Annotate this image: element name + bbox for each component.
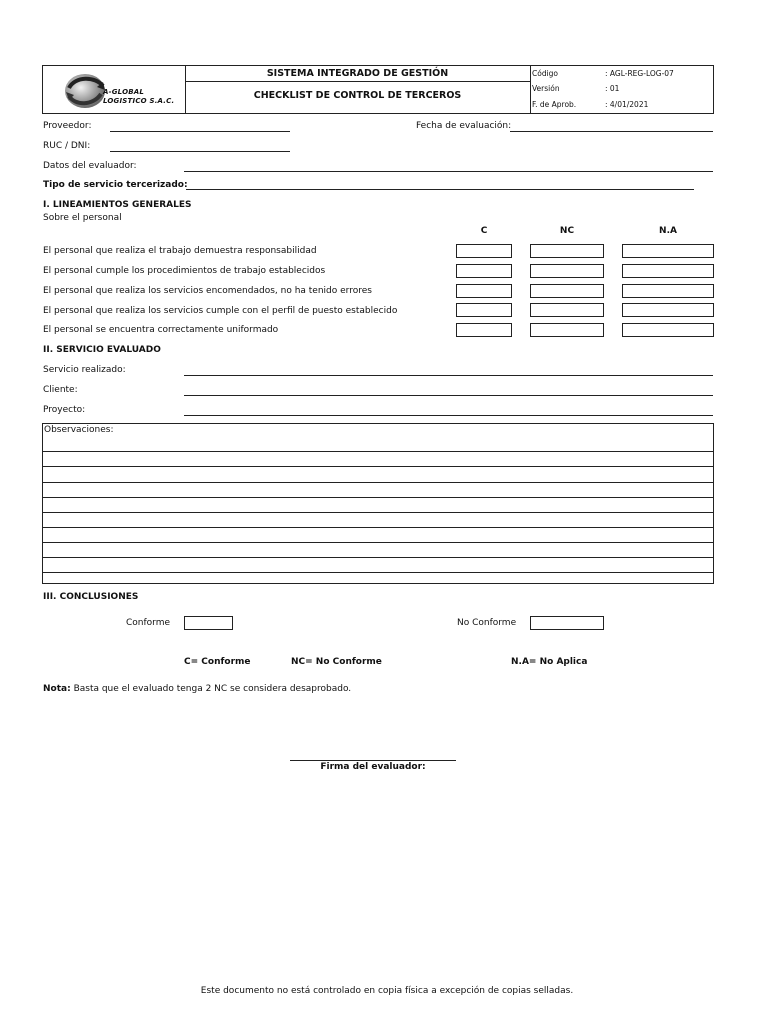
proyecto-label: Proyecto:	[43, 405, 86, 415]
header-table	[42, 65, 714, 114]
proveedor-label: Proveedor:	[43, 121, 92, 131]
nota-text: Basta que el evaluado tenga 2 NC se considera desaprobado.	[70, 684, 352, 694]
signature-line[interactable]	[290, 760, 456, 761]
checkbox-na[interactable]	[622, 284, 714, 298]
checkbox-na[interactable]	[622, 264, 714, 278]
checkbox-c[interactable]	[456, 284, 512, 298]
checkbox-nc[interactable]	[530, 284, 604, 298]
legend-na: N.A= No Aplica	[511, 657, 588, 667]
tipo-servicio-input-line[interactable]	[186, 189, 694, 190]
checkbox-na[interactable]	[622, 244, 714, 258]
section2-title: II. SERVICIO EVALUADO	[43, 345, 161, 355]
cliente-input-line[interactable]	[184, 395, 713, 396]
meta-approval-value: : 4/01/2021	[605, 100, 649, 109]
column-na-header: N.A	[659, 226, 677, 236]
observaciones-row-line	[43, 557, 713, 558]
checklist-item-label: El personal se encuentra correctamente uniformado	[43, 325, 279, 335]
meta-version-value: : 01	[605, 84, 620, 93]
fecha-label: Fecha de evaluación:	[416, 121, 512, 131]
column-nc-header: NC	[559, 226, 575, 236]
servicio-label: Servicio realizado:	[43, 365, 126, 375]
meta-code-label: Código	[532, 69, 559, 78]
observaciones-row-line	[43, 542, 713, 543]
checkbox-c[interactable]	[456, 264, 512, 278]
evaluador-label: Datos del evaluador:	[43, 161, 137, 171]
observaciones-row-line	[43, 497, 713, 498]
tipo-servicio-label: Tipo de servicio tercerizado:	[43, 180, 188, 190]
ruc-label: RUC / DNI:	[43, 141, 91, 151]
proveedor-input-line[interactable]	[110, 131, 290, 132]
meta-code-value: : AGL-REG-LOG-07	[605, 69, 674, 78]
checkbox-na[interactable]	[622, 323, 714, 337]
system-title: SISTEMA INTEGRADO DE GESTIÓN	[266, 68, 449, 79]
footer-note: Este documento no está controlado en copia física a excepción de copias selladas.	[200, 986, 574, 996]
signature-label: Firma del evaluador:	[320, 762, 426, 772]
column-c-header: C	[480, 226, 488, 236]
checklist-item-label: El personal que realiza los servicios cumple con el perfil de puesto establecido	[43, 306, 398, 316]
company-name-line2: LOGISTICO S.A.C.	[103, 97, 175, 105]
meta-version-label: Versión	[532, 84, 560, 93]
ruc-input-line[interactable]	[110, 151, 290, 152]
nota-label: Nota:	[43, 684, 71, 694]
checklist-item-label: El personal cumple los procedimientos de trabajo establecidos	[43, 266, 326, 276]
company-logo	[63, 72, 183, 112]
nota	[43, 684, 351, 694]
no-conforme-label: No Conforme	[457, 618, 517, 628]
observaciones-row-line	[43, 451, 713, 452]
checkbox-nc[interactable]	[530, 244, 604, 258]
checkbox-nc[interactable]	[530, 323, 604, 337]
cliente-label: Cliente:	[43, 385, 78, 395]
checkbox-c[interactable]	[456, 303, 512, 317]
section1-subtitle: Sobre el personal	[43, 213, 122, 223]
evaluador-input-line[interactable]	[184, 171, 713, 172]
section1-title: I. LINEAMIENTOS GENERALES	[43, 200, 192, 210]
observaciones-row-line	[43, 482, 713, 483]
logo-swoosh-icon	[63, 72, 107, 110]
checklist-item-label: El personal que realiza los servicios encomendados, no ha tenido errores	[43, 286, 372, 296]
checkbox-c[interactable]	[456, 244, 512, 258]
legend-c: C= Conforme	[184, 657, 251, 667]
servicio-input-line[interactable]	[184, 375, 713, 376]
observaciones-row-line	[43, 512, 713, 513]
checkbox-c[interactable]	[456, 323, 512, 337]
checkbox-nc[interactable]	[530, 303, 604, 317]
proyecto-input-line[interactable]	[184, 415, 713, 416]
observaciones-row-line	[43, 527, 713, 528]
document-title: CHECKLIST DE CONTROL DE TERCEROS	[253, 90, 462, 101]
no-conforme-checkbox[interactable]	[530, 616, 604, 630]
observaciones-row-line	[43, 466, 713, 467]
section3-title: III. CONCLUSIONES	[43, 592, 139, 602]
conforme-label: Conforme	[126, 618, 171, 628]
observaciones-label: Observaciones:	[44, 425, 114, 435]
legend-nc: NC= No Conforme	[291, 657, 382, 667]
checkbox-nc[interactable]	[530, 264, 604, 278]
checklist-item-label: El personal que realiza el trabajo demuestra responsabilidad	[43, 246, 317, 256]
conforme-checkbox[interactable]	[184, 616, 233, 630]
observaciones-box[interactable]	[42, 423, 714, 584]
observaciones-row-line	[43, 572, 713, 573]
meta-approval-label: F. de Aprob.	[532, 100, 577, 109]
company-name-line1: A-GLOBAL	[103, 88, 145, 96]
fecha-input-line[interactable]	[510, 131, 713, 132]
checkbox-na[interactable]	[622, 303, 714, 317]
